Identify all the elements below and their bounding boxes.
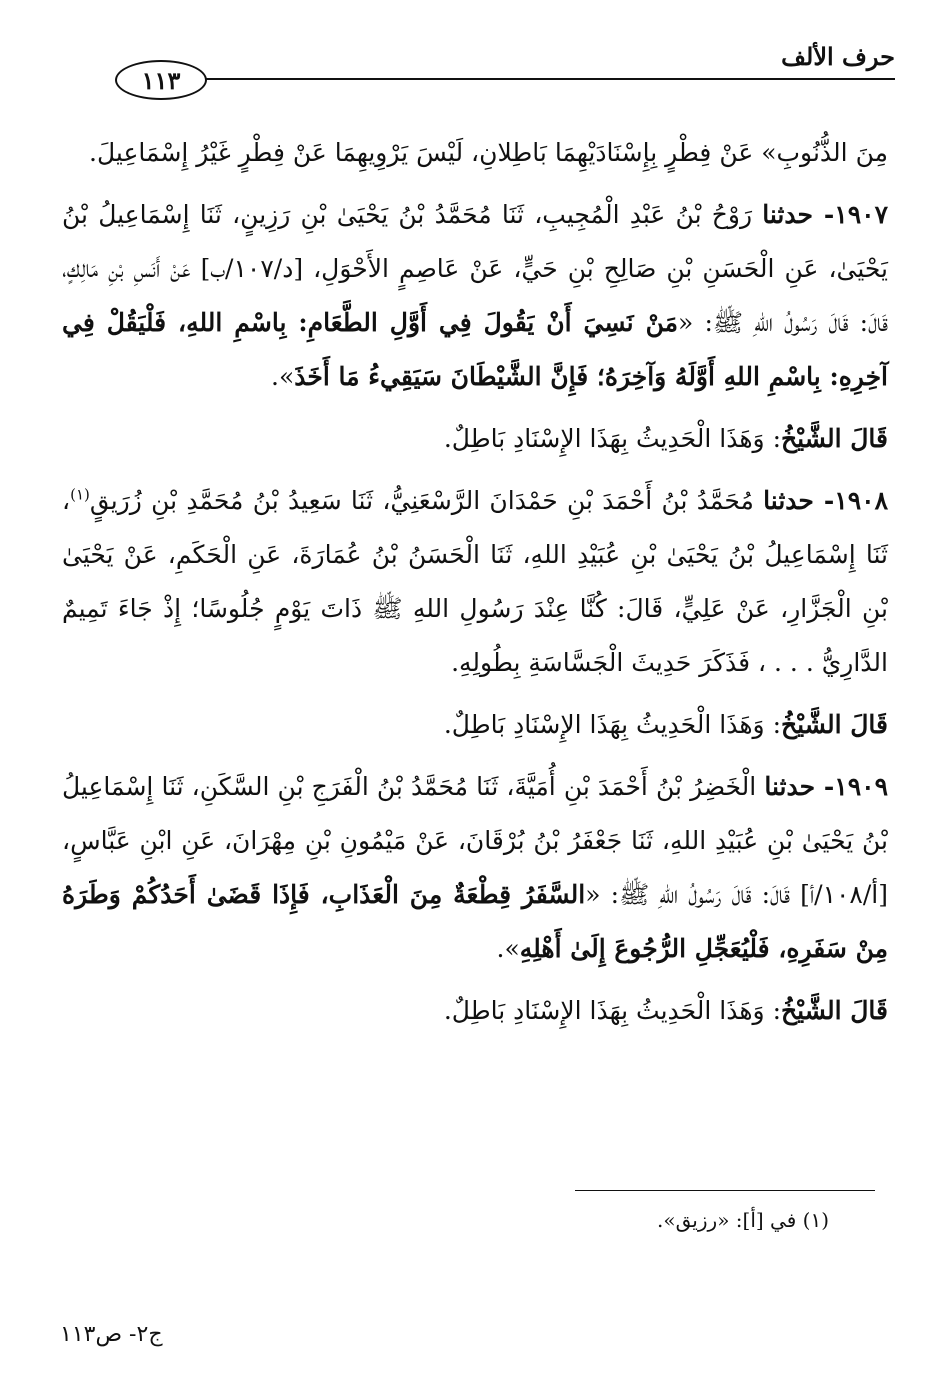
paragraph: [62, 188, 888, 404]
paragraph: [62, 984, 888, 1038]
text-segment: مِنَ الذُّنُوبِ» عَنْ فِطْرٍ بِإِسْنَادَيْهِمَا بَاطِلانِ، لَيْسَ يَرْوِيهِمَا عَنْ فِطْرٍ غَيْرُ إِسْمَاعِيلَ.: [89, 138, 888, 167]
header-rule: [200, 78, 895, 80]
text-segment: ، ثَنَا إِسْمَاعِيلُ بْنُ يَحْيَىٰ بْنِ عُبَيْدِ اللهِ، ثَنَا الْحَسَنُ بْنُ عُمَارَةَ، عَنِ الْحَكَمِ، عَنْ يَحْيَىٰ بْنِ الْجَزَّارِ، عَنْ عَلِيٍّ، قَالَ: كُنَّا عِنْدَ رَسُولِ اللهِ ﷺ ذَاتَ يَوْمٍ جُلُوسًا؛ إِذْ جَاءَ تَمِيمٌ الدَّارِيُّ . . . ، فَذَكَرَ حَدِيثَ الْجَسَّاسَةِ بِطُولِهِ.: [62, 486, 888, 677]
page-number-badge: [115, 60, 207, 100]
text-segment: : وَهَذَا الْحَدِيثُ بِهَذَا الإِسْنَادِ بَاطِلٌ.: [443, 996, 782, 1025]
paragraph: [62, 126, 888, 180]
text-segment: : وَهَذَا الْحَدِيثُ بِهَذَا الإِسْنَادِ بَاطِلٌ.: [443, 710, 782, 739]
text-segment: الْخَضِرُ بْنُ أَحْمَدَ بْنِ أُمَيَّةَ، ثَنَا مُحَمَّدُ بْنُ الْفَرَجِ بْنِ السَّكَنِ، ثَنَا إِسْمَاعِيلُ بْنُ يَحْيَىٰ بْنِ عُبَيْدِ اللهِ، ثَنَا جَعْفَرُ بْنُ بُرْقَانَ، عَنْ مَيْمُونِ بْنِ مِهْرَانَ، عَنِ ابْنِ عَبَّاسٍ، [أ/١٠٨/أ] قَالَ: قَالَ رَسُولُ اللهِ ﷺ: «: [62, 772, 888, 909]
shaykh-label: قَالَ الشَّيْخُ: [781, 424, 888, 453]
volume-page-reference: ج٢- ص١١٣: [60, 1322, 163, 1347]
text-segment: مُحَمَّدُ بْنُ أَحْمَدَ بْنِ حَمْدَانَ الرَّسْعَنِيُّ، ثَنَا سَعِيدُ بْنُ مُحَمَّدِ بْنِ زُرَيقٍ: [89, 486, 764, 515]
running-title: حرف الألف: [781, 42, 895, 71]
paragraph: [62, 412, 888, 466]
text-segment: : وَهَذَا الْحَدِيثُ بِهَذَا الإِسْنَادِ بَاطِلٌ.: [443, 424, 782, 453]
hadith-number: ١٩٠٨- حدثنا: [763, 486, 888, 515]
footnote: (١) في [أ]: «رزيق».: [657, 1208, 829, 1232]
main-text: [62, 126, 888, 1046]
footnote-rule: [575, 1190, 875, 1191]
paragraph: [62, 474, 888, 690]
shaykh-label: قَالَ الشَّيْخُ: [781, 996, 888, 1025]
text-segment: ».: [496, 934, 520, 963]
hadith-text: مَنْ نَسِيَ أَنْ يَقُولَ فِي أَوَّلِ الطَّعَامِ: بِاسْمِ اللهِ، فَلْيَقُلْ فِي آخِرِهِ: بِاسْمِ اللهِ أَوَّلَهُ وَآخِرَهُ؛ فَإِنَّ الشَّيْطَانَ سَيَقِيءُ مَا أَخَذَ: [62, 308, 888, 391]
text-segment: ».: [271, 362, 295, 391]
hadith-number: ١٩٠٧- حدثنا: [762, 200, 889, 229]
page-header: [55, 36, 895, 106]
shaykh-label: قَالَ الشَّيْخُ: [781, 710, 888, 739]
text-segment: رَوْحُ بْنُ عَبْدِ الْمُجِيبِ، ثَنَا مُحَمَّدُ بْنُ يَحْيَىٰ بْنِ رَزِينٍ، ثَنَا إِسْمَاعِيلُ بْنُ يَحْيَىٰ، عَنِ الْحَسَنِ بْنِ صَالِحِ بْنِ حَيٍّ، عَنْ عَاصِمٍ الأَحْوَلِ، [د/١٠٧/ب] عَنْ أَنَسِ بْنِ مَالِكٍ، قَالَ: قَالَ رَسُولُ اللهِ ﷺ: «: [62, 200, 888, 337]
hadith-text: السَّفَرُ قِطْعَةٌ مِنَ الْعَذَابِ، فَإِذَا قَضَىٰ أَحَدُكُمْ وَطَرَهُ مِنْ سَفَرِهِ، فَلْيُعَجِّلِ الرُّجُوعَ إِلَىٰ أَهْلِهِ: [62, 880, 888, 963]
paragraph: [62, 698, 888, 752]
paragraph: [62, 760, 888, 976]
footnote-marker: (١): [70, 485, 90, 504]
hadith-number: ١٩٠٩- حدثنا: [764, 772, 888, 801]
page-number: ١١٣: [141, 65, 181, 95]
